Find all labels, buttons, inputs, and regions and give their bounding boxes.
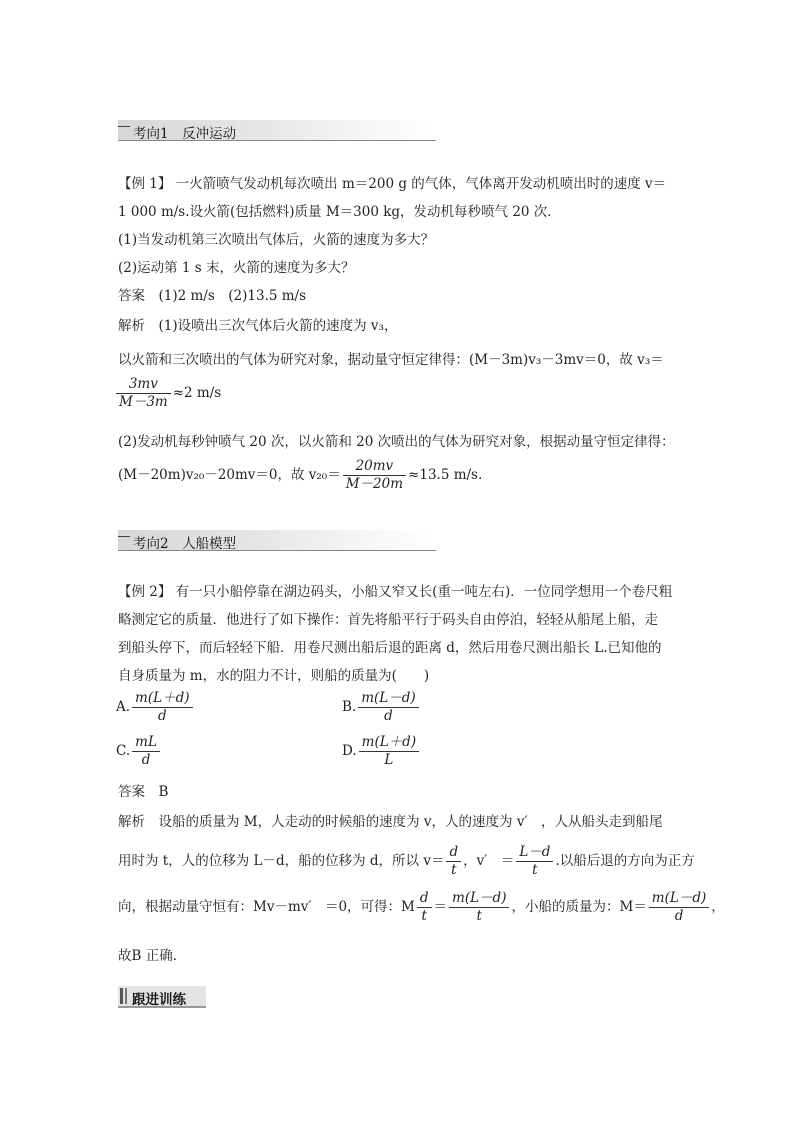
example-1-line-2: 1 000 m/s.设火箭(包括燃料)质量 M＝300 kg，发动机每秒喷气 20 次． xyxy=(118,204,561,220)
analysis-text: .以船后退的方向为正方 xyxy=(555,853,695,869)
analysis-1-line-3: (2)发动机每秒钟喷气 20 次，以火箭和 20 次喷出的气体为研究对象，根据动量守恒定律得： xyxy=(118,434,675,450)
option-a xyxy=(116,690,195,725)
section-number: 考向1 xyxy=(133,126,169,142)
formula-result: ≈13.5 m/s. xyxy=(408,467,483,483)
analysis-text: ， xyxy=(711,899,725,915)
example-2-line-1: 【例 2】 有一只小船停靠在湖边码头，小船又窄又长(重一吨左右)．一位同学想用一个卷尺粗 xyxy=(118,584,673,600)
question-2: (2)运动第 1 s 末，火箭的速度为多大？ xyxy=(118,260,355,276)
follow-up-title: 跟进训练 xyxy=(132,992,186,1008)
analysis-1-line-1: 解析 (1)设喷出三次气体后火箭的速度为 v₃， xyxy=(118,318,398,334)
option-letter: B. xyxy=(342,699,357,715)
question-1: (1)当发动机第三次喷出气体后，火箭的速度为多大？ xyxy=(118,232,435,248)
follow-up-header xyxy=(118,986,206,1008)
fraction-denominator: t xyxy=(451,862,457,878)
analysis-text: 用时为 t，人的位移为 L－d，船的位移为 d，所以 v＝ xyxy=(118,853,445,869)
example-2-line-3: 到船头停下，而后轻轻下船．用卷尺测出船后退的距离 d，然后用卷尺测出船长 L.已知他的 xyxy=(118,640,662,656)
section-header-2 xyxy=(118,530,436,552)
analysis-2-conclusion: 故B 正确． xyxy=(118,948,187,964)
fraction-denominator: t xyxy=(421,908,427,924)
answer-2: 答案 B xyxy=(118,784,169,800)
fraction-numerator: m(L＋d) xyxy=(132,690,192,708)
fraction-numerator: m(L－d) xyxy=(358,690,418,708)
fraction-numerator: m(L－d) xyxy=(449,890,509,908)
analysis-2-line-2 xyxy=(118,844,695,879)
fraction-numerator: m(L＋d) xyxy=(359,734,419,752)
option-letter: A. xyxy=(116,699,131,715)
answer-1: 答案 (1)2 m/s (2)13.5 m/s xyxy=(118,288,307,304)
fraction-denominator: M－20m xyxy=(345,476,404,492)
option-d xyxy=(342,734,421,769)
section-header-1 xyxy=(118,120,436,142)
fraction-denominator: d xyxy=(157,708,167,724)
fraction-numerator: L－d xyxy=(516,844,553,862)
section-number: 考向2 xyxy=(133,536,169,552)
option-letter: C. xyxy=(116,743,131,759)
formula-v3 xyxy=(114,376,221,411)
example-2-line-4: 自身质量为 m，水的阻力不计，则船的质量为( ) xyxy=(118,668,430,684)
equation-text: (M－20m)v₂₀－20mv＝0，故 v₂₀＝ xyxy=(118,467,341,483)
analysis-text: ，v′ ＝ xyxy=(463,853,515,869)
fraction-numerator: 20mv xyxy=(343,458,406,476)
fraction-denominator: L xyxy=(384,752,394,768)
fraction-numerator: mL xyxy=(132,734,160,752)
formula-result: ≈2 m/s xyxy=(172,385,222,401)
section-title: 人船模型 xyxy=(182,536,237,552)
fraction-denominator: d xyxy=(674,908,684,924)
option-c xyxy=(116,734,162,769)
fraction-numerator: d xyxy=(446,844,461,862)
fraction-numerator: d xyxy=(417,890,432,908)
fraction-denominator: d xyxy=(141,752,151,768)
analysis-1-line-2: 以火箭和三次喷出的气体为研究对象，据动量守恒定律得：(M－3m)v₃－3mv＝0，故 v₃＝ xyxy=(118,352,664,368)
analysis-text: ，小船的质量为：M＝ xyxy=(511,899,647,915)
example-2-line-2: 略测定它的质量．他进行了如下操作：首先将船平行于码头自由停泊，轻轻从船尾上船，走 xyxy=(118,612,658,628)
fraction-numerator: m(L－d) xyxy=(649,890,709,908)
fraction-denominator: d xyxy=(384,708,393,724)
analysis-2-line-1: 解析 设船的质量为 M，人走动的时候船的速度为 v，人的速度为 v′ ，人从船头走到船尾 xyxy=(118,814,663,830)
fraction-denominator: t xyxy=(476,908,482,924)
fraction-denominator: t xyxy=(532,862,538,878)
fraction-denominator: M－3m xyxy=(119,394,168,410)
option-letter: D. xyxy=(342,743,357,759)
analysis-1-line-4 xyxy=(118,458,482,493)
analysis-2-line-3 xyxy=(118,890,725,925)
fraction-numerator: 3mv xyxy=(116,376,171,394)
example-1-line-1: 【例 1】 一火箭喷气发动机每次喷出 m＝200 g 的气体，气体离开发动机喷出时的速度 v＝ xyxy=(118,176,667,192)
section-title: 反冲运动 xyxy=(182,126,237,142)
analysis-text: 向，根据动量守恒有：Mv－mv′ ＝0，可得：M xyxy=(118,899,415,915)
option-b xyxy=(342,690,421,725)
analysis-text: ＝ xyxy=(433,899,448,915)
